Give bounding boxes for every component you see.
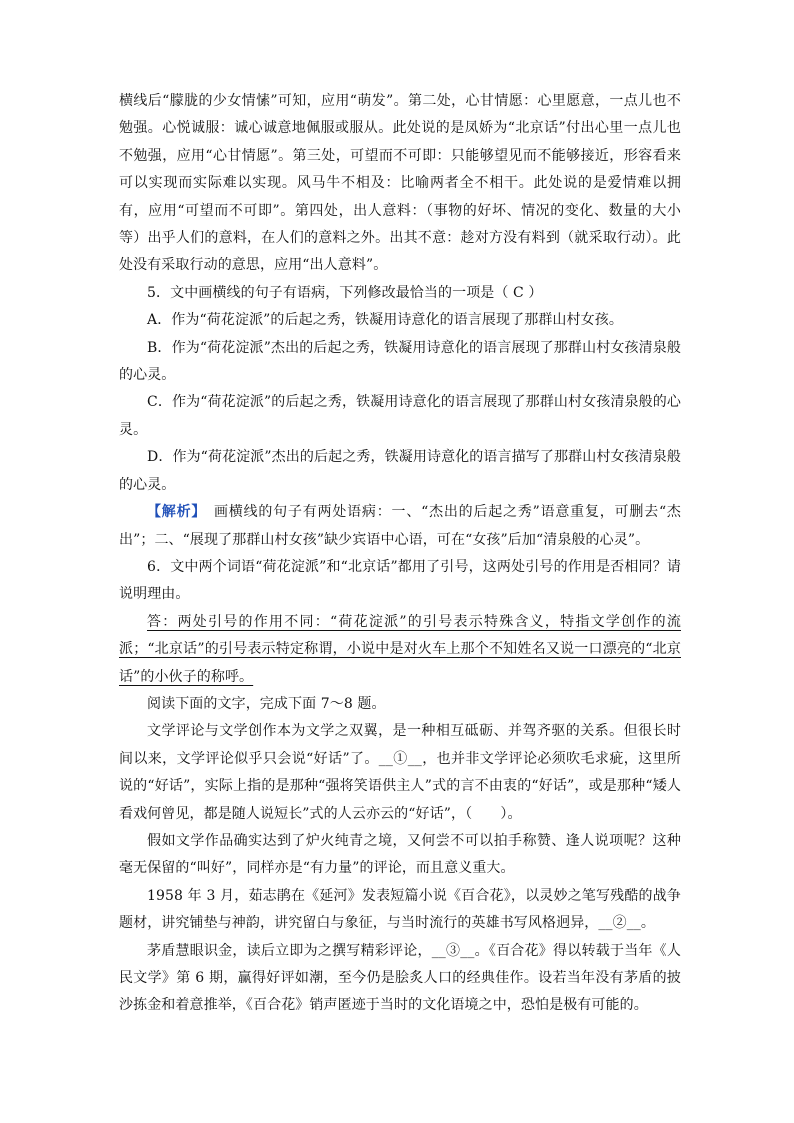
- analysis-label: 【解析】: [147, 504, 200, 521]
- question-6-stem: 6．文中两个词语“荷花淀派”和“北京话”都用了引号，这两处引号的作用是否相同？请说明理由。: [119, 558, 681, 603]
- question-5-stem: 5．文中画横线的句子有语病，下列修改最恰当的一项是（ C ）: [147, 284, 543, 301]
- question-5-option-b: B．作为“荷花淀派”杰出的后起之秀，铁凝用诗意化的语言展现了那群山村女孩清泉般的心灵。: [119, 339, 681, 384]
- question-5-analysis: [119, 499, 681, 554]
- passage-paragraph-2: 假如文学作品确实达到了炉火纯青之境，又何尝不可以拍手称赞、逢人说项呢？这种毫无保留的“叫好”，同样亦是“有力量”的评论，而且意义重大。: [119, 832, 681, 877]
- answer-text: 答：两处引号的作用不同：“荷花淀派”的引号表示特殊含义，特指文学创作的流派；“北京话”的引号表示特定称谓，小说中是对火车上那个不知姓名又说一口漂亮的“北京话”的小伙子的称呼。: [119, 613, 681, 685]
- reading-instruction: 阅读下面的文字，完成下面 7～8 题。: [147, 695, 386, 712]
- question-6-answer: [119, 609, 681, 691]
- question-5-option-d: D．作为“荷花淀派”杰出的后起之秀，铁凝用诗意化的语言描写了那群山村女孩清泉般的心灵。: [119, 449, 681, 493]
- analysis-text: 画横线的句子有两处语病：一、“杰出的后起之秀”语意重复，可删去“杰出”；二、“展现了那群山村女孩”缺少宾语中心语，可在“女孩”后加“清泉般的心灵”。: [119, 504, 681, 548]
- passage-paragraph-4: 茅盾慧眼识金，读后立即为之撰写精彩评论，__③__。《百合花》得以转载于当年《人民文学》第 6 期，赢得好评如潮，至今仍是脍炙人口的经典佳作。设若当年没有茅盾的披沙拣金和着意推举，《百合花》销声匿迹于当时的文化语境之中，恐怕是极有可能的。: [119, 942, 681, 1014]
- document-page: [119, 88, 681, 1020]
- question-5-option-a: A．作为“荷花淀派”的后起之秀，铁凝用诗意化的语言展现了那群山村女孩。: [147, 312, 623, 329]
- question-5-option-c: C．作为“荷花淀派”的后起之秀，铁凝用诗意化的语言展现了那群山村女孩清泉般的心灵。: [119, 394, 681, 438]
- passage-paragraph-1: 文学评论与文学创作本为文学之双翼，是一种相互砥砺、并驾齐驱的关系。但很长时间以来，文学评论似乎只会说“好话”了。__①__，也并非文学评论必须吹毛求疵，这里所说的“好话”，实际上指的是那种“强将笑语供主人”式的言不由衷的“好话”，或是那种“矮人看戏何曾见，都是随人说短长”式的人云亦云的“好话”，（ ）。: [119, 723, 681, 822]
- passage-paragraph-3: 1958 年 3 月，茹志鹃在《延河》发表短篇小说《百合花》，以灵妙之笔写残酷的战争题材，讲究铺垫与神韵，讲究留白与象征，与当时流行的英雄书写风格迥异，__②__。: [119, 887, 681, 932]
- analysis-continuation-paragraph: 横线后“朦胧的少女情愫”可知，应用“萌发”。第二处，心甘情愿：心里愿意，一点儿也不勉强。心悦诚服：诚心诚意地佩服或服从。此处说的是凤娇为“北京话”付出心里一点儿也不勉强，应用“心甘情愿”。第三处，可望而不可即：只能够望见而不能够接近，形容看来可以实现而实际难以实现。风马牛不相及：比喻两者全不相干。此处说的是爱情难以拥有，应用“可望而不可即”。第四处，出人意料：（事物的好坏、情况的变化、数量的大小等）出乎人们的意料，在人们的意料之外。出其不意：趁对方没有料到（就采取行动）。此处没有采取行动的意思，应用“出人意料”。: [119, 93, 681, 274]
